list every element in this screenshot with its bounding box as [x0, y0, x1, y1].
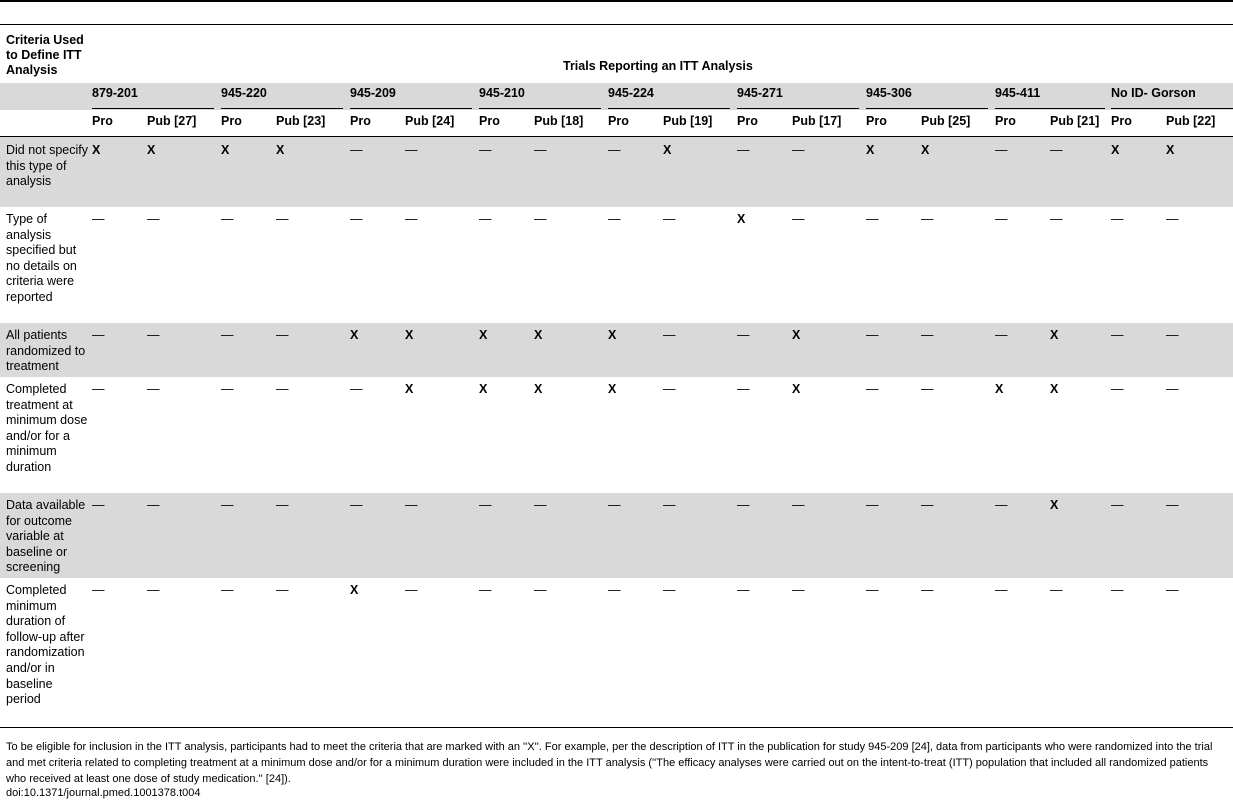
- pub-cell: X: [534, 382, 543, 396]
- pro-cell: —: [995, 583, 1008, 597]
- pro-cell: —: [221, 498, 234, 512]
- pro-cell: —: [1111, 583, 1124, 597]
- criteria-label: Type of analysis specified but no details on criteria were reported: [6, 212, 77, 304]
- pro-subheader: Pro: [866, 114, 887, 128]
- pub-cell: —: [405, 498, 418, 512]
- table-header-rule: [0, 24, 1233, 25]
- trial-underline: [608, 108, 730, 109]
- criteria-label: Data available for outcome variable at baseline or screening: [6, 498, 86, 575]
- pro-cell: —: [737, 143, 750, 157]
- trial-underline: [995, 108, 1105, 109]
- pub-cell: X: [1050, 498, 1059, 512]
- pub-cell: —: [405, 212, 418, 226]
- pub-cell: X: [1050, 328, 1059, 342]
- table-bottom-rule: [0, 727, 1233, 728]
- pro-cell: —: [995, 498, 1008, 512]
- pro-cell: —: [221, 212, 234, 226]
- pub-cell: —: [147, 382, 160, 396]
- pro-cell: —: [92, 498, 105, 512]
- pub-cell: —: [921, 212, 934, 226]
- pub-cell: —: [534, 583, 547, 597]
- pub-cell: —: [534, 498, 547, 512]
- pro-cell: —: [1111, 212, 1124, 226]
- pub-cell: —: [1166, 328, 1179, 342]
- pro-cell: —: [737, 328, 750, 342]
- pro-cell: X: [995, 382, 1004, 396]
- pub-cell: X: [405, 328, 414, 342]
- pro-cell: —: [995, 212, 1008, 226]
- pub-cell: X: [1166, 143, 1175, 157]
- pub-cell: —: [1050, 583, 1063, 597]
- pro-cell: X: [737, 212, 746, 226]
- trial-underline: [1111, 108, 1233, 109]
- pro-cell: X: [479, 328, 488, 342]
- trial-id: 945-411: [995, 86, 1041, 100]
- pub-cell: —: [276, 583, 289, 597]
- pro-cell: —: [350, 143, 363, 157]
- pub-cell: —: [1050, 143, 1063, 157]
- pro-cell: X: [608, 328, 617, 342]
- pub-cell: —: [276, 498, 289, 512]
- pub-cell: —: [405, 583, 418, 597]
- pro-cell: —: [479, 212, 492, 226]
- trial-id: 945-306: [866, 86, 912, 100]
- pub-subheader: Pub [25]: [921, 114, 971, 128]
- pro-cell: —: [995, 143, 1008, 157]
- pub-cell: —: [663, 498, 676, 512]
- pro-cell: X: [221, 143, 230, 157]
- pro-subheader: Pro: [350, 114, 371, 128]
- pub-subheader: Pub [18]: [534, 114, 584, 128]
- pro-cell: —: [92, 583, 105, 597]
- pro-cell: —: [737, 382, 750, 396]
- pro-cell: —: [608, 498, 621, 512]
- pro-cell: X: [1111, 143, 1120, 157]
- pub-cell: —: [921, 583, 934, 597]
- trial-id: 945-210: [479, 86, 525, 100]
- criteria-label: Completed treatment at minimum dose and/or for a minimum duration: [6, 382, 88, 474]
- pro-cell: X: [350, 583, 359, 597]
- pub-cell: —: [663, 382, 676, 396]
- pro-cell: —: [221, 382, 234, 396]
- pub-cell: —: [1166, 382, 1179, 396]
- table-top-rule: [0, 0, 1233, 2]
- pro-cell: X: [866, 143, 875, 157]
- pub-cell: —: [1166, 212, 1179, 226]
- pro-cell: X: [608, 382, 617, 396]
- pub-cell: —: [1166, 583, 1179, 597]
- pro-cell: —: [479, 498, 492, 512]
- pub-subheader: Pub [23]: [276, 114, 326, 128]
- pub-subheader: Pub [21]: [1050, 114, 1100, 128]
- pub-subheader: Pub [22]: [1166, 114, 1216, 128]
- pub-cell: X: [921, 143, 930, 157]
- criteria-label: Did not specify this type of analysis: [6, 143, 88, 189]
- pro-cell: —: [92, 212, 105, 226]
- pub-cell: X: [147, 143, 156, 157]
- pub-subheader: Pub [17]: [792, 114, 842, 128]
- pub-cell: —: [663, 583, 676, 597]
- trial-underline: [479, 108, 601, 109]
- trial-id: 945-209: [350, 86, 396, 100]
- pro-cell: —: [479, 583, 492, 597]
- pro-cell: —: [737, 498, 750, 512]
- pub-cell: —: [276, 328, 289, 342]
- pub-cell: —: [534, 212, 547, 226]
- pub-cell: —: [792, 583, 805, 597]
- pro-cell: X: [92, 143, 101, 157]
- pro-cell: —: [221, 328, 234, 342]
- trial-id: 945-224: [608, 86, 654, 100]
- pro-cell: —: [350, 382, 363, 396]
- pro-cell: —: [866, 328, 879, 342]
- pub-cell: —: [405, 143, 418, 157]
- pro-cell: —: [608, 583, 621, 597]
- pub-cell: X: [276, 143, 285, 157]
- trial-id: 879-201: [92, 86, 138, 100]
- pub-cell: —: [1166, 498, 1179, 512]
- criteria-label: Completed minimum duration of follow-up after randomization and/or in baseline period: [6, 583, 85, 707]
- doi-line: doi:10.1371/journal.pmed.1001378.t004: [6, 787, 201, 799]
- pro-cell: —: [866, 498, 879, 512]
- pro-cell: —: [1111, 328, 1124, 342]
- trial-id: 945-271: [737, 86, 783, 100]
- pro-cell: —: [92, 328, 105, 342]
- pub-cell: —: [147, 212, 160, 226]
- pro-cell: —: [221, 583, 234, 597]
- pro-cell: —: [866, 382, 879, 396]
- pro-cell: —: [1111, 382, 1124, 396]
- row-band-3: [0, 323, 1233, 377]
- pro-cell: —: [866, 583, 879, 597]
- pub-subheader: Pub [19]: [663, 114, 713, 128]
- pub-cell: —: [147, 498, 160, 512]
- pro-subheader: Pro: [1111, 114, 1132, 128]
- pub-cell: X: [405, 382, 414, 396]
- pro-cell: X: [350, 328, 359, 342]
- pro-cell: —: [608, 212, 621, 226]
- pro-subheader: Pro: [221, 114, 242, 128]
- pro-cell: X: [479, 382, 488, 396]
- pub-cell: —: [921, 382, 934, 396]
- subheader-rule: [0, 136, 1233, 137]
- pro-subheader: Pro: [995, 114, 1016, 128]
- pub-cell: —: [792, 498, 805, 512]
- pro-cell: —: [479, 143, 492, 157]
- trial-underline: [866, 108, 988, 109]
- pub-cell: X: [1050, 382, 1059, 396]
- table-footnote: To be eligible for inclusion in the ITT analysis, participants had to meet the criteria that are marked with an ''X''. For example, per the description of ITT in the publication for study 945-209 [24], data from participants who were randomized into the trial and met criteria related to completing treatment at a minimum dose and/or for a minimum duration were included in the ITT analysis (''The efficacy analyses were carried out on the intent-to-treat (ITT) population that included all randomized patients who received at least one dose of study medication.'' [24]).: [6, 741, 1213, 785]
- pro-subheader: Pro: [479, 114, 500, 128]
- trial-underline: [92, 108, 214, 109]
- criteria-label: All patients randomized to treatment: [6, 328, 86, 374]
- trial-underline: [221, 108, 343, 109]
- trial-id: 945-220: [221, 86, 267, 100]
- pub-cell: X: [663, 143, 672, 157]
- pro-cell: —: [92, 382, 105, 396]
- pub-cell: —: [663, 212, 676, 226]
- pro-cell: —: [350, 498, 363, 512]
- pro-cell: —: [608, 143, 621, 157]
- trial-id: No ID- Gorson: [1111, 86, 1196, 100]
- pub-cell: —: [792, 143, 805, 157]
- pub-cell: X: [534, 328, 543, 342]
- criteria-column-header: Criteria Used to Define ITT Analysis: [6, 33, 84, 77]
- pub-cell: —: [534, 143, 547, 157]
- pub-cell: —: [792, 212, 805, 226]
- trials-column-header: Trials Reporting an ITT Analysis: [563, 59, 753, 73]
- pub-cell: X: [792, 328, 801, 342]
- pub-cell: —: [921, 328, 934, 342]
- pro-subheader: Pro: [608, 114, 629, 128]
- pub-cell: —: [663, 328, 676, 342]
- pub-cell: —: [276, 382, 289, 396]
- pub-cell: —: [147, 328, 160, 342]
- pro-cell: —: [737, 583, 750, 597]
- pro-subheader: Pro: [737, 114, 758, 128]
- pro-cell: —: [866, 212, 879, 226]
- pro-cell: —: [995, 328, 1008, 342]
- pub-cell: —: [276, 212, 289, 226]
- trial-underline: [737, 108, 859, 109]
- pub-cell: X: [792, 382, 801, 396]
- pro-cell: —: [350, 212, 363, 226]
- pub-subheader: Pub [27]: [147, 114, 197, 128]
- pub-cell: —: [147, 583, 160, 597]
- pro-cell: —: [1111, 498, 1124, 512]
- pro-subheader: Pro: [92, 114, 113, 128]
- trial-underline: [350, 108, 472, 109]
- pub-cell: —: [1050, 212, 1063, 226]
- pub-subheader: Pub [24]: [405, 114, 455, 128]
- pub-cell: —: [921, 498, 934, 512]
